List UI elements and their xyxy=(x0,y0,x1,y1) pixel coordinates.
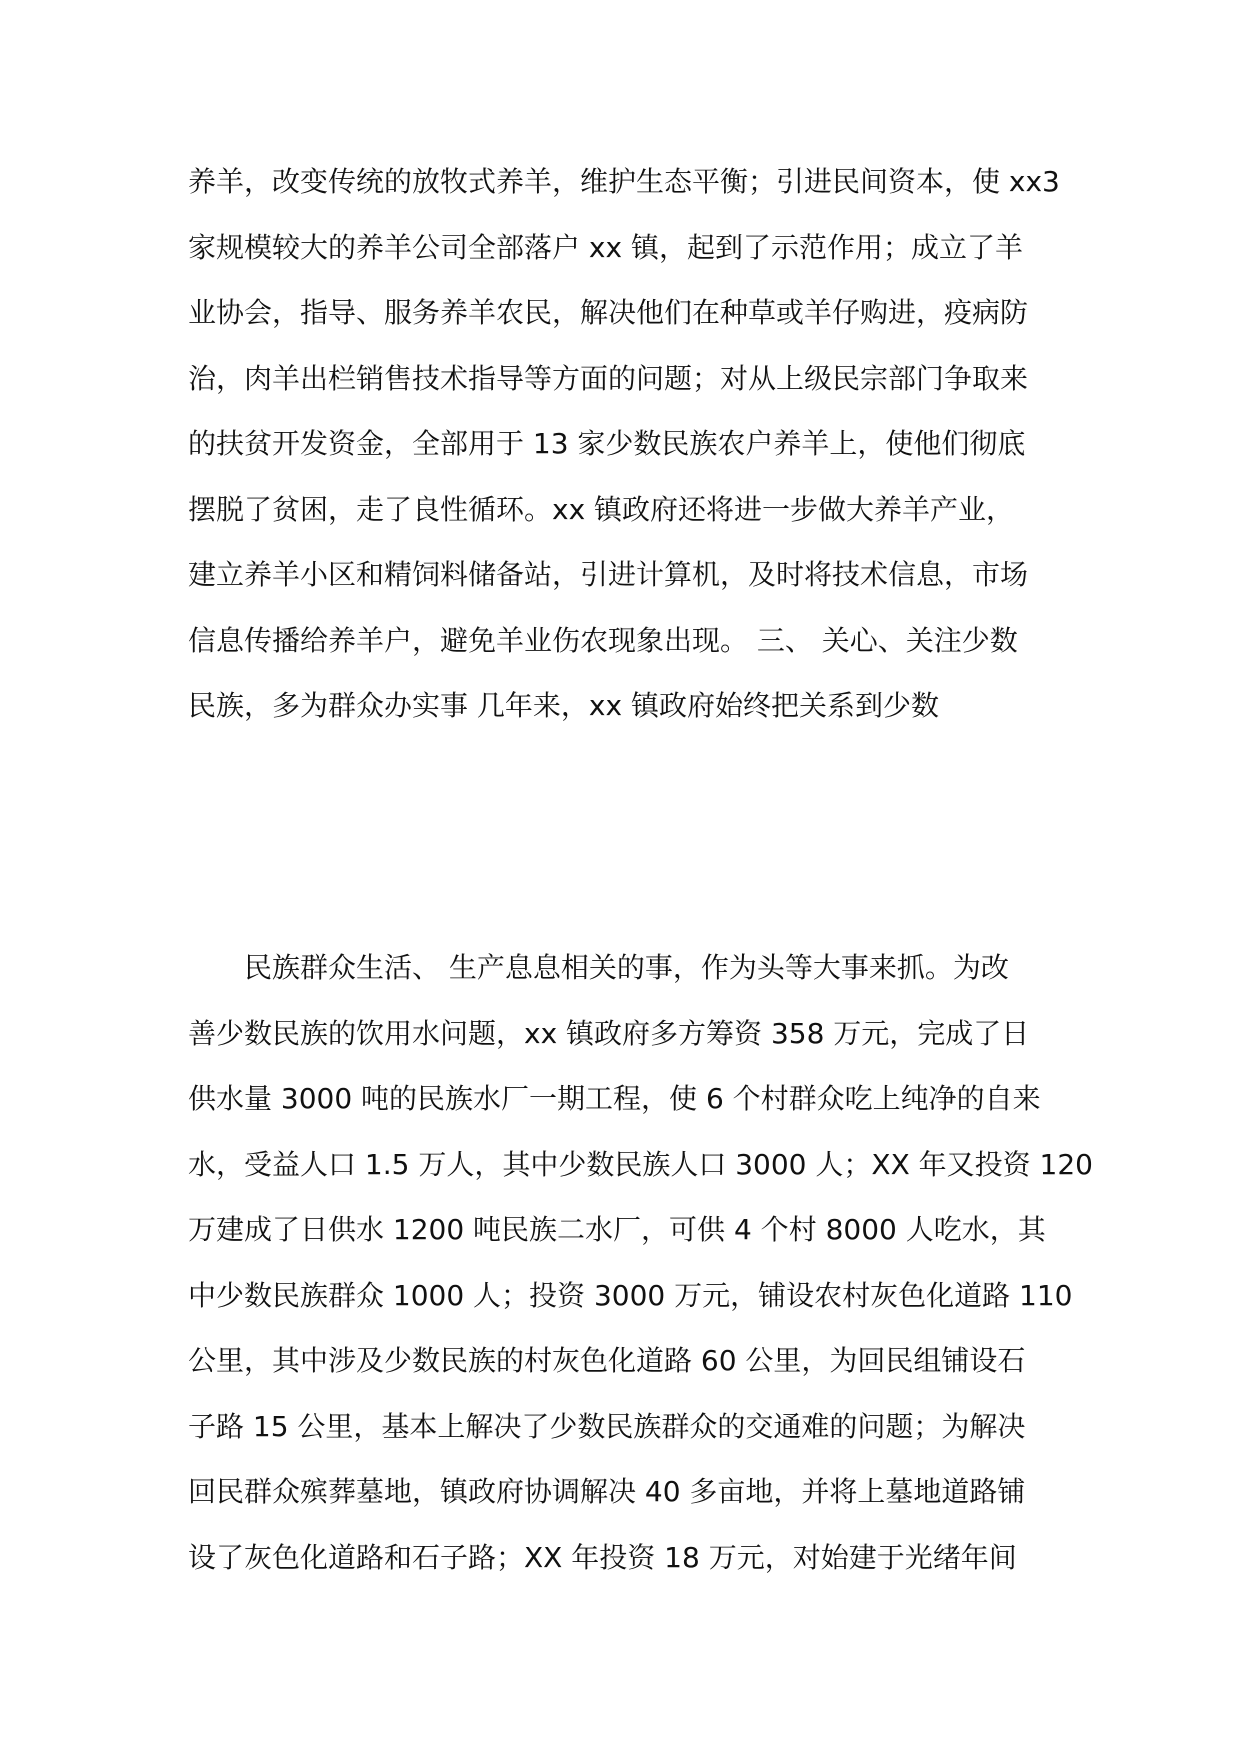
paragraph-1-line: 信息传播给养羊户，避免羊业伤农现象出现。 三、 关心、关注少数 xyxy=(188,623,1018,657)
paragraph-1-line: 养羊，改变传统的放牧式养羊，维护生态平衡；引进民间资本，使 xx3 xyxy=(188,165,1060,198)
paragraph-1-line: 家规模较大的养羊公司全部落户 xx 镇，起到了示范作用；成立了羊 xyxy=(188,230,1023,264)
paragraph-2-line: 民族群众生活、 生产息息相关的事，作为头等大事来抓。为改 xyxy=(188,951,1009,984)
paragraph-2-line: 水，受益人口 1.5 万人，其中少数民族人口 3000 人；XX 年又投资 120 xyxy=(188,1147,1093,1181)
paragraph-1-line: 业协会，指导、服务养羊农民，解决他们在种草或羊仔购进，疫病防 xyxy=(188,296,1029,329)
paragraph-2-line: 供水量 3000 吨的民族水厂一期工程，使 6 个村群众吃上纯净的自来 xyxy=(188,1082,1041,1115)
paragraph-2-line: 子路 15 公里，基本上解决了少数民族群众的交通难的问题；为解决 xyxy=(188,1409,1026,1443)
paragraph-1-line: 摆脱了贫困，走了良性循环。xx 镇政府还将进一步做大养羊产业， xyxy=(188,492,1015,526)
paragraph-1-line: 建立养羊小区和精饲料储备站，引进计算机，及时将技术信息，市场 xyxy=(188,558,1029,591)
paragraph-2-line: 设了灰色化道路和石子路；XX 年投资 18 万元，对始建于光绪年间 xyxy=(188,1540,1017,1574)
paragraph-2-line: 回民群众殡葬墓地，镇政府协调解决 40 多亩地，并将上墓地道路铺 xyxy=(188,1475,1026,1508)
paragraph-1-line: 治，肉羊出栏销售技术指导等方面的问题；对从上级民宗部门争取来 xyxy=(188,361,1029,395)
paragraph-1-line: 民族，多为群众办实事 几年来，xx 镇政府始终把关系到少数 xyxy=(188,689,939,722)
paragraph-2-line: 中少数民族群众 1000 人；投资 3000 万元，铺设农村灰色化道路 110 xyxy=(188,1278,1073,1312)
paragraph-2-line: 万建成了日供水 1200 吨民族二水厂，可供 4 个村 8000 人吃水，其 xyxy=(188,1213,1046,1246)
paragraph-2-line: 善少数民族的饮用水问题，xx 镇政府多方筹资 358 万元，完成了日 xyxy=(188,1016,1030,1050)
paragraph-2 xyxy=(188,948,1093,1603)
paragraph-1-line: 的扶贫开发资金，全部用于 13 家少数民族农户养羊上，使他们彻底 xyxy=(188,427,1026,460)
paragraph-1 xyxy=(188,162,1068,752)
paragraph-2-line: 公里，其中涉及少数民族的村灰色化道路 60 公里，为回民组铺设石 xyxy=(188,1344,1026,1377)
